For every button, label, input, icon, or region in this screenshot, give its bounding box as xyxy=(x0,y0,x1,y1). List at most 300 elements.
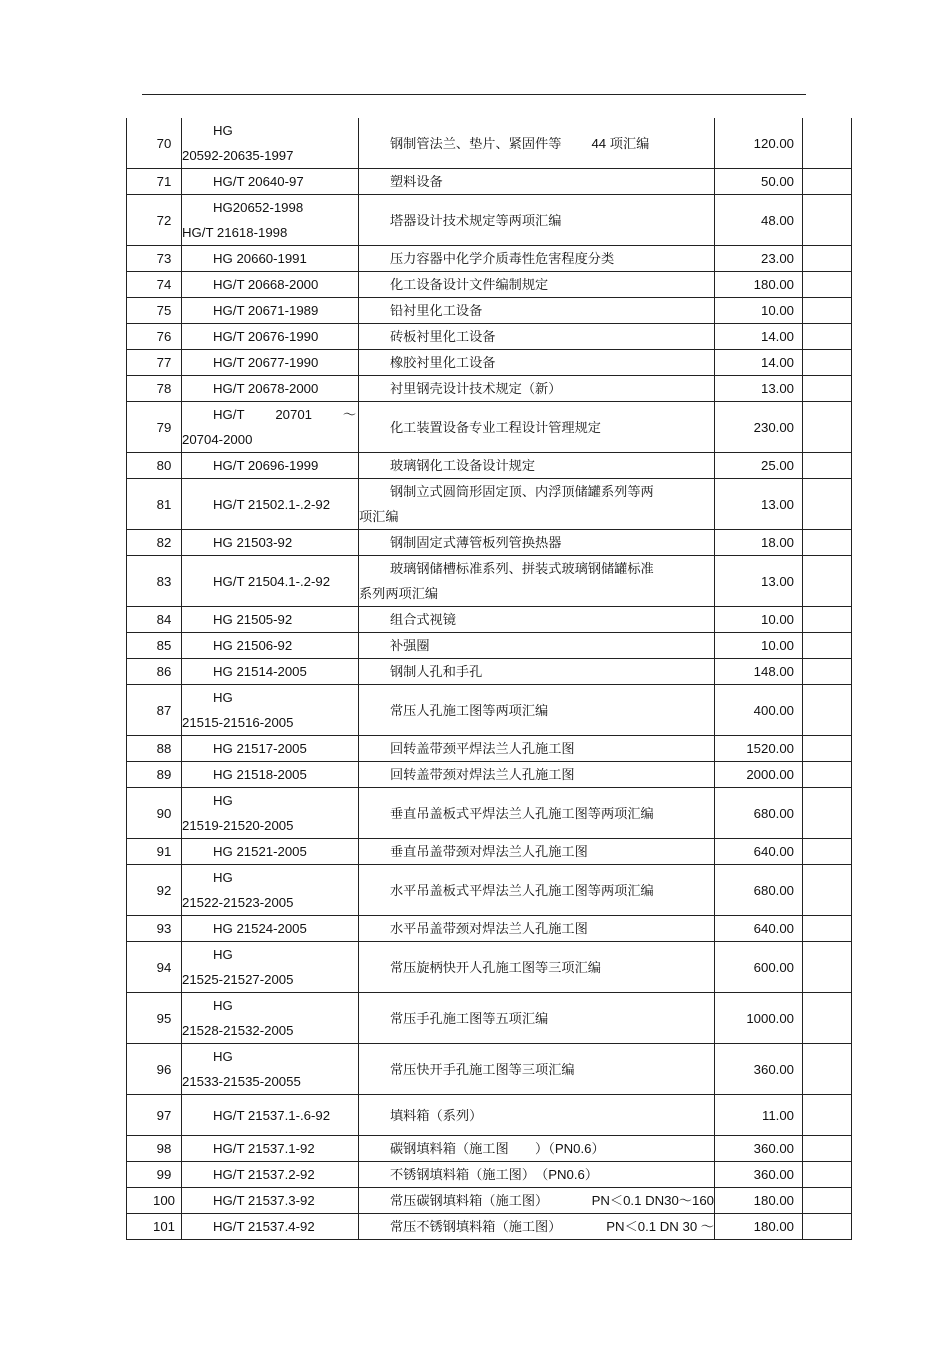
row-number-text: 98 xyxy=(156,1141,172,1156)
row-number-text: 71 xyxy=(156,174,172,189)
standard-title-line-2: 项汇编 xyxy=(359,509,399,524)
table-row xyxy=(127,272,852,298)
standard-title xyxy=(359,1095,715,1136)
standard-title xyxy=(359,993,715,1044)
table-row xyxy=(127,169,852,195)
row-number xyxy=(127,118,182,169)
standard-code-text: HG/T 20671-1989 xyxy=(213,303,319,318)
standard-code-text: HG/T 21504.1-.2-92 xyxy=(213,573,331,589)
standard-code xyxy=(182,376,359,402)
standard-code-text: HG/T 20640-97 xyxy=(213,174,304,189)
table-row xyxy=(127,839,852,865)
row-number-text: 72 xyxy=(156,212,172,228)
standard-code-line-2: 21525-21527-2005 xyxy=(182,972,294,987)
price-text: 13.00 xyxy=(760,496,794,512)
standard-code-line-1: HG xyxy=(213,998,233,1013)
standard-title xyxy=(359,1214,715,1240)
standard-code xyxy=(182,118,359,169)
table-row xyxy=(127,762,852,788)
price-text: 1520.00 xyxy=(746,741,794,756)
price-text: 13.00 xyxy=(760,381,794,396)
row-number xyxy=(127,865,182,916)
standard-code-text: HG/T 21502.1-.2-92 xyxy=(213,496,331,512)
price xyxy=(715,118,803,169)
price xyxy=(715,865,803,916)
row-number-text: 100 xyxy=(152,1193,175,1208)
remarks-cell xyxy=(803,865,852,916)
row-number-text: 78 xyxy=(156,381,172,396)
row-number xyxy=(127,1095,182,1136)
standard-title-text: 铅衬里化工设备 xyxy=(390,303,483,318)
standard-code xyxy=(182,1214,359,1240)
row-number-text: 95 xyxy=(156,1010,172,1026)
table-row xyxy=(127,607,852,633)
standard-title-part: 常压不锈钢填料箱（施工图） xyxy=(390,1219,562,1234)
standard-title xyxy=(359,556,715,607)
remarks-cell xyxy=(803,402,852,453)
price xyxy=(715,659,803,685)
standard-code-part: HG/T xyxy=(213,407,245,422)
remarks-cell xyxy=(803,479,852,530)
standard-title-text: 常压旋柄快开人孔施工图等三项汇编 xyxy=(390,959,601,975)
row-number xyxy=(127,530,182,556)
remarks-cell xyxy=(803,685,852,736)
standard-title-text: 钢制人孔和手孔 xyxy=(390,664,483,679)
standard-code xyxy=(182,788,359,839)
standard-title xyxy=(359,1162,715,1188)
standard-code-text: HG/T 20676-1990 xyxy=(213,329,319,344)
standard-title xyxy=(359,762,715,788)
price-text: 360.00 xyxy=(753,1141,794,1156)
price-text: 13.00 xyxy=(760,573,794,589)
row-number-text: 82 xyxy=(156,535,172,550)
table-row xyxy=(127,246,852,272)
row-number xyxy=(127,402,182,453)
table-row xyxy=(127,788,852,839)
row-number xyxy=(127,272,182,298)
row-number-text: 91 xyxy=(156,844,172,859)
row-number-text: 99 xyxy=(156,1167,172,1182)
standard-code xyxy=(182,169,359,195)
table-row xyxy=(127,324,852,350)
standard-code-line-2: 21533-21535-20055 xyxy=(182,1074,301,1089)
row-number-text: 84 xyxy=(156,612,172,627)
standard-code-line-1 xyxy=(182,402,358,427)
standard-code-text: HG/T 20668-2000 xyxy=(213,277,319,292)
remarks-cell xyxy=(803,607,852,633)
standard-code xyxy=(182,916,359,942)
standard-code xyxy=(182,402,359,453)
table-row xyxy=(127,350,852,376)
standard-code xyxy=(182,1044,359,1095)
standard-code-text: HG/T 21537.3-92 xyxy=(213,1193,315,1208)
standard-code xyxy=(182,659,359,685)
row-number xyxy=(127,607,182,633)
row-number xyxy=(127,350,182,376)
row-number-text: 80 xyxy=(156,458,172,473)
standard-code xyxy=(182,1188,359,1214)
row-number xyxy=(127,839,182,865)
row-number-text: 87 xyxy=(156,702,172,718)
standard-code-line-1: HG xyxy=(213,1049,233,1064)
row-number-text: 77 xyxy=(156,355,172,370)
price-text: 23.00 xyxy=(760,251,794,266)
remarks-cell xyxy=(803,1095,852,1136)
row-number xyxy=(127,993,182,1044)
standard-title-part: PN＜0.1 DN 30 ～ xyxy=(606,1219,714,1234)
row-number-text: 86 xyxy=(156,664,172,679)
remarks-cell xyxy=(803,453,852,479)
row-number xyxy=(127,736,182,762)
standard-title-text: 常压手孔施工图等五项汇编 xyxy=(390,1010,549,1026)
row-number xyxy=(127,685,182,736)
row-number-text: 74 xyxy=(156,277,172,292)
row-number xyxy=(127,659,182,685)
table-row xyxy=(127,659,852,685)
price-text: 680.00 xyxy=(753,882,794,898)
standard-title-text: 砖板衬里化工设备 xyxy=(390,329,496,344)
price-text: 10.00 xyxy=(760,303,794,318)
price xyxy=(715,916,803,942)
standard-code xyxy=(182,762,359,788)
table-row xyxy=(127,916,852,942)
standard-title-text: 不锈钢填料箱（施工图） （PN0.6） xyxy=(390,1167,599,1182)
price xyxy=(715,607,803,633)
price xyxy=(715,993,803,1044)
row-number xyxy=(127,942,182,993)
standard-code-text: HG 21506-92 xyxy=(213,638,293,653)
price xyxy=(715,246,803,272)
price-text: 120.00 xyxy=(753,135,794,151)
price xyxy=(715,762,803,788)
standard-code xyxy=(182,865,359,916)
price-text: 640.00 xyxy=(753,844,794,859)
price-text: 180.00 xyxy=(753,277,794,292)
standard-code xyxy=(182,453,359,479)
price xyxy=(715,350,803,376)
price-text: 148.00 xyxy=(753,664,794,679)
price xyxy=(715,1044,803,1095)
standard-title xyxy=(359,298,715,324)
standard-code-text: HG 21518-2005 xyxy=(213,767,307,782)
row-number-text: 85 xyxy=(156,638,172,653)
standard-title xyxy=(359,118,715,169)
table-row xyxy=(127,1188,852,1214)
price-text: 230.00 xyxy=(753,419,794,435)
standard-code xyxy=(182,736,359,762)
remarks-cell xyxy=(803,530,852,556)
row-number-text: 89 xyxy=(156,767,172,782)
price xyxy=(715,453,803,479)
table-row xyxy=(127,479,852,530)
price xyxy=(715,298,803,324)
row-number xyxy=(127,453,182,479)
row-number xyxy=(127,762,182,788)
standard-title-line xyxy=(390,1214,714,1239)
standard-title xyxy=(359,272,715,298)
standard-title xyxy=(359,916,715,942)
price-text: 600.00 xyxy=(753,959,794,975)
table-row xyxy=(127,1095,852,1136)
standard-title-text: 垂直吊盖板式平焊法兰人孔施工图等两项汇编 xyxy=(390,805,654,821)
standard-title-part: 常压碳钢填料箱（施工图） xyxy=(390,1193,549,1208)
price xyxy=(715,169,803,195)
price xyxy=(715,788,803,839)
standard-title xyxy=(359,324,715,350)
remarks-cell xyxy=(803,993,852,1044)
price-text: 10.00 xyxy=(760,612,794,627)
table-row xyxy=(127,556,852,607)
standard-title-text: 补强圈 xyxy=(390,638,430,653)
row-number-text: 76 xyxy=(156,329,172,344)
price-text: 18.00 xyxy=(760,535,794,550)
standard-title-text: 化工设备设计文件编制规定 xyxy=(390,277,549,292)
standard-title xyxy=(359,865,715,916)
price-text: 180.00 xyxy=(753,1193,794,1208)
row-number-text: 73 xyxy=(156,251,172,266)
standard-code-text: HG 21514-2005 xyxy=(213,664,307,679)
remarks-cell xyxy=(803,916,852,942)
row-number xyxy=(127,633,182,659)
standard-title xyxy=(359,246,715,272)
table-row xyxy=(127,736,852,762)
standard-code-text: HG 21505-92 xyxy=(213,612,293,627)
standard-title-line xyxy=(390,1188,714,1213)
table-row xyxy=(127,195,852,246)
standard-title xyxy=(359,169,715,195)
row-number xyxy=(127,298,182,324)
standard-title-text: 垂直吊盖带颈对焊法兰人孔施工图 xyxy=(390,844,588,859)
standard-title xyxy=(359,195,715,246)
remarks-cell xyxy=(803,272,852,298)
table-row xyxy=(127,118,852,169)
standard-title-text: 衬里钢壳设计技术规定（新） xyxy=(390,381,562,396)
remarks-cell xyxy=(803,762,852,788)
standard-title xyxy=(359,453,715,479)
standard-title-text: 填料箱（系列） xyxy=(390,1107,483,1123)
row-number xyxy=(127,324,182,350)
table-row xyxy=(127,633,852,659)
standard-title-text: 玻璃钢化工设备设计规定 xyxy=(390,458,536,473)
standard-title-part: PN＜0.1 DN30～160 xyxy=(591,1193,714,1208)
row-number-text: 92 xyxy=(156,882,172,898)
price xyxy=(715,479,803,530)
price-text: 640.00 xyxy=(753,921,794,936)
standard-title xyxy=(359,659,715,685)
remarks-cell xyxy=(803,118,852,169)
remarks-cell xyxy=(803,1162,852,1188)
price xyxy=(715,556,803,607)
price-text: 14.00 xyxy=(760,329,794,344)
price xyxy=(715,685,803,736)
standard-title-text: 塔器设计技术规定等两项汇编 xyxy=(390,212,562,228)
row-number-text: 90 xyxy=(156,805,172,821)
price xyxy=(715,736,803,762)
standard-title-text: 组合式视镜 xyxy=(390,612,456,627)
table-row xyxy=(127,993,852,1044)
price xyxy=(715,1162,803,1188)
standard-title-text: 橡胶衬里化工设备 xyxy=(390,355,496,370)
standard-code xyxy=(182,1162,359,1188)
standards-price-table xyxy=(126,118,852,1240)
remarks-cell xyxy=(803,1188,852,1214)
standard-code-text: HG 21524-2005 xyxy=(213,921,307,936)
row-number-text: 97 xyxy=(156,1107,172,1123)
row-number-text: 81 xyxy=(156,496,172,512)
standard-code-line-1: HG20652-1998 xyxy=(213,200,304,215)
standard-code xyxy=(182,556,359,607)
standard-code-text: HG/T 20696-1999 xyxy=(213,458,319,473)
row-number xyxy=(127,479,182,530)
price xyxy=(715,942,803,993)
table-row xyxy=(127,685,852,736)
standard-title xyxy=(359,942,715,993)
standard-title-line-1: 钢制立式圆筒形固定顶、内浮顶储罐系列等两 xyxy=(390,484,654,499)
row-number xyxy=(127,1044,182,1095)
standard-code-line-2: 21522-21523-2005 xyxy=(182,895,294,910)
standard-title xyxy=(359,607,715,633)
price xyxy=(715,376,803,402)
standard-code-text: HG/T 20677-1990 xyxy=(213,355,319,370)
price-text: 360.00 xyxy=(753,1061,794,1077)
row-number-text: 96 xyxy=(156,1061,172,1077)
row-number xyxy=(127,1162,182,1188)
remarks-cell xyxy=(803,788,852,839)
price-text: 2000.00 xyxy=(746,767,794,782)
standard-code-line-1: HG xyxy=(213,690,233,705)
price-text: 25.00 xyxy=(760,458,794,473)
row-number-text: 79 xyxy=(156,419,172,435)
price-text: 360.00 xyxy=(753,1167,794,1182)
standard-title-text: 碳钢填料箱（施工图 ）（PN0.6） xyxy=(390,1141,605,1156)
remarks-cell xyxy=(803,659,852,685)
standard-code-line-2: 21515-21516-2005 xyxy=(182,715,294,730)
table-row xyxy=(127,942,852,993)
table-row xyxy=(127,376,852,402)
standard-code xyxy=(182,298,359,324)
standard-code-line-1: HG xyxy=(213,947,233,962)
row-number-text: 93 xyxy=(156,921,172,936)
price xyxy=(715,324,803,350)
standard-code xyxy=(182,479,359,530)
standard-title-text: 水平吊盖板式平焊法兰人孔施工图等两项汇编 xyxy=(390,882,654,898)
row-number-text: 94 xyxy=(156,959,172,975)
remarks-cell xyxy=(803,169,852,195)
standard-code-text: HG 21521-2005 xyxy=(213,844,307,859)
standard-title-text: 塑料设备 xyxy=(390,174,443,189)
remarks-cell xyxy=(803,1044,852,1095)
row-number-text: 101 xyxy=(152,1219,175,1234)
standard-code-text: HG/T 21537.2-92 xyxy=(213,1167,315,1182)
row-number xyxy=(127,1136,182,1162)
price-text: 10.00 xyxy=(760,638,794,653)
remarks-cell xyxy=(803,556,852,607)
standard-code xyxy=(182,839,359,865)
standard-title xyxy=(359,633,715,659)
row-number xyxy=(127,376,182,402)
table-row xyxy=(127,865,852,916)
standard-code-text: HG/T 20678-2000 xyxy=(213,381,319,396)
standard-title xyxy=(359,350,715,376)
standard-code xyxy=(182,246,359,272)
price xyxy=(715,1136,803,1162)
table-row xyxy=(127,298,852,324)
row-number xyxy=(127,788,182,839)
standard-title-text: 压力容器中化学介质毒性危害程度分类 xyxy=(390,251,615,266)
standard-code-part: ～ xyxy=(342,407,356,422)
remarks-cell xyxy=(803,324,852,350)
remarks-cell xyxy=(803,942,852,993)
price-text: 14.00 xyxy=(760,355,794,370)
table-row xyxy=(127,1162,852,1188)
standard-code-line-2: 21519-21520-2005 xyxy=(182,818,294,833)
price-text: 180.00 xyxy=(753,1219,794,1234)
row-number xyxy=(127,246,182,272)
standard-code xyxy=(182,272,359,298)
standard-code-line-2: 21528-21532-2005 xyxy=(182,1023,294,1038)
standard-title-text: 化工装置设备专业工程设计管理规定 xyxy=(390,419,601,435)
standard-code-text: HG/T 21537.1-.6-92 xyxy=(213,1107,331,1123)
standard-title-text: 回转盖带颈对焊法兰人孔施工图 xyxy=(390,767,575,782)
standard-code-text: HG 20660-1991 xyxy=(213,251,307,266)
standard-code-text: HG 21517-2005 xyxy=(213,741,307,756)
standard-title xyxy=(359,402,715,453)
price xyxy=(715,195,803,246)
remarks-cell xyxy=(803,246,852,272)
standard-title xyxy=(359,376,715,402)
standard-code xyxy=(182,685,359,736)
standard-code xyxy=(182,350,359,376)
standard-code xyxy=(182,195,359,246)
row-number-text: 70 xyxy=(156,135,172,151)
remarks-cell xyxy=(803,350,852,376)
remarks-cell xyxy=(803,736,852,762)
price xyxy=(715,272,803,298)
standard-title xyxy=(359,839,715,865)
price xyxy=(715,633,803,659)
standard-code-line-1: HG xyxy=(213,793,233,808)
standard-code-part: 20701 xyxy=(275,407,312,422)
remarks-cell xyxy=(803,298,852,324)
standard-title-line-1: 玻璃钢储槽标准系列、拼装式玻璃钢储罐标准 xyxy=(390,561,654,576)
row-number xyxy=(127,556,182,607)
row-number xyxy=(127,916,182,942)
table-row xyxy=(127,1136,852,1162)
standard-title-text: 常压快开手孔施工图等三项汇编 xyxy=(390,1061,575,1077)
row-number xyxy=(127,169,182,195)
standard-title-text: 钢制管法兰、垫片、紧固件等 44 项汇编 xyxy=(390,135,650,151)
standard-code xyxy=(182,324,359,350)
standard-code xyxy=(182,530,359,556)
remarks-cell xyxy=(803,1214,852,1240)
table-row xyxy=(127,453,852,479)
standard-title xyxy=(359,685,715,736)
standard-code-line-1: HG xyxy=(213,123,233,138)
price xyxy=(715,1188,803,1214)
price-text: 400.00 xyxy=(753,702,794,718)
row-number xyxy=(127,1214,182,1240)
table-row xyxy=(127,402,852,453)
standard-code xyxy=(182,633,359,659)
standard-code xyxy=(182,607,359,633)
remarks-cell xyxy=(803,633,852,659)
price-text: 1000.00 xyxy=(746,1010,794,1026)
table-row xyxy=(127,530,852,556)
standard-code xyxy=(182,1136,359,1162)
price-text: 48.00 xyxy=(760,212,794,228)
row-number-text: 88 xyxy=(156,741,172,756)
remarks-cell xyxy=(803,1136,852,1162)
